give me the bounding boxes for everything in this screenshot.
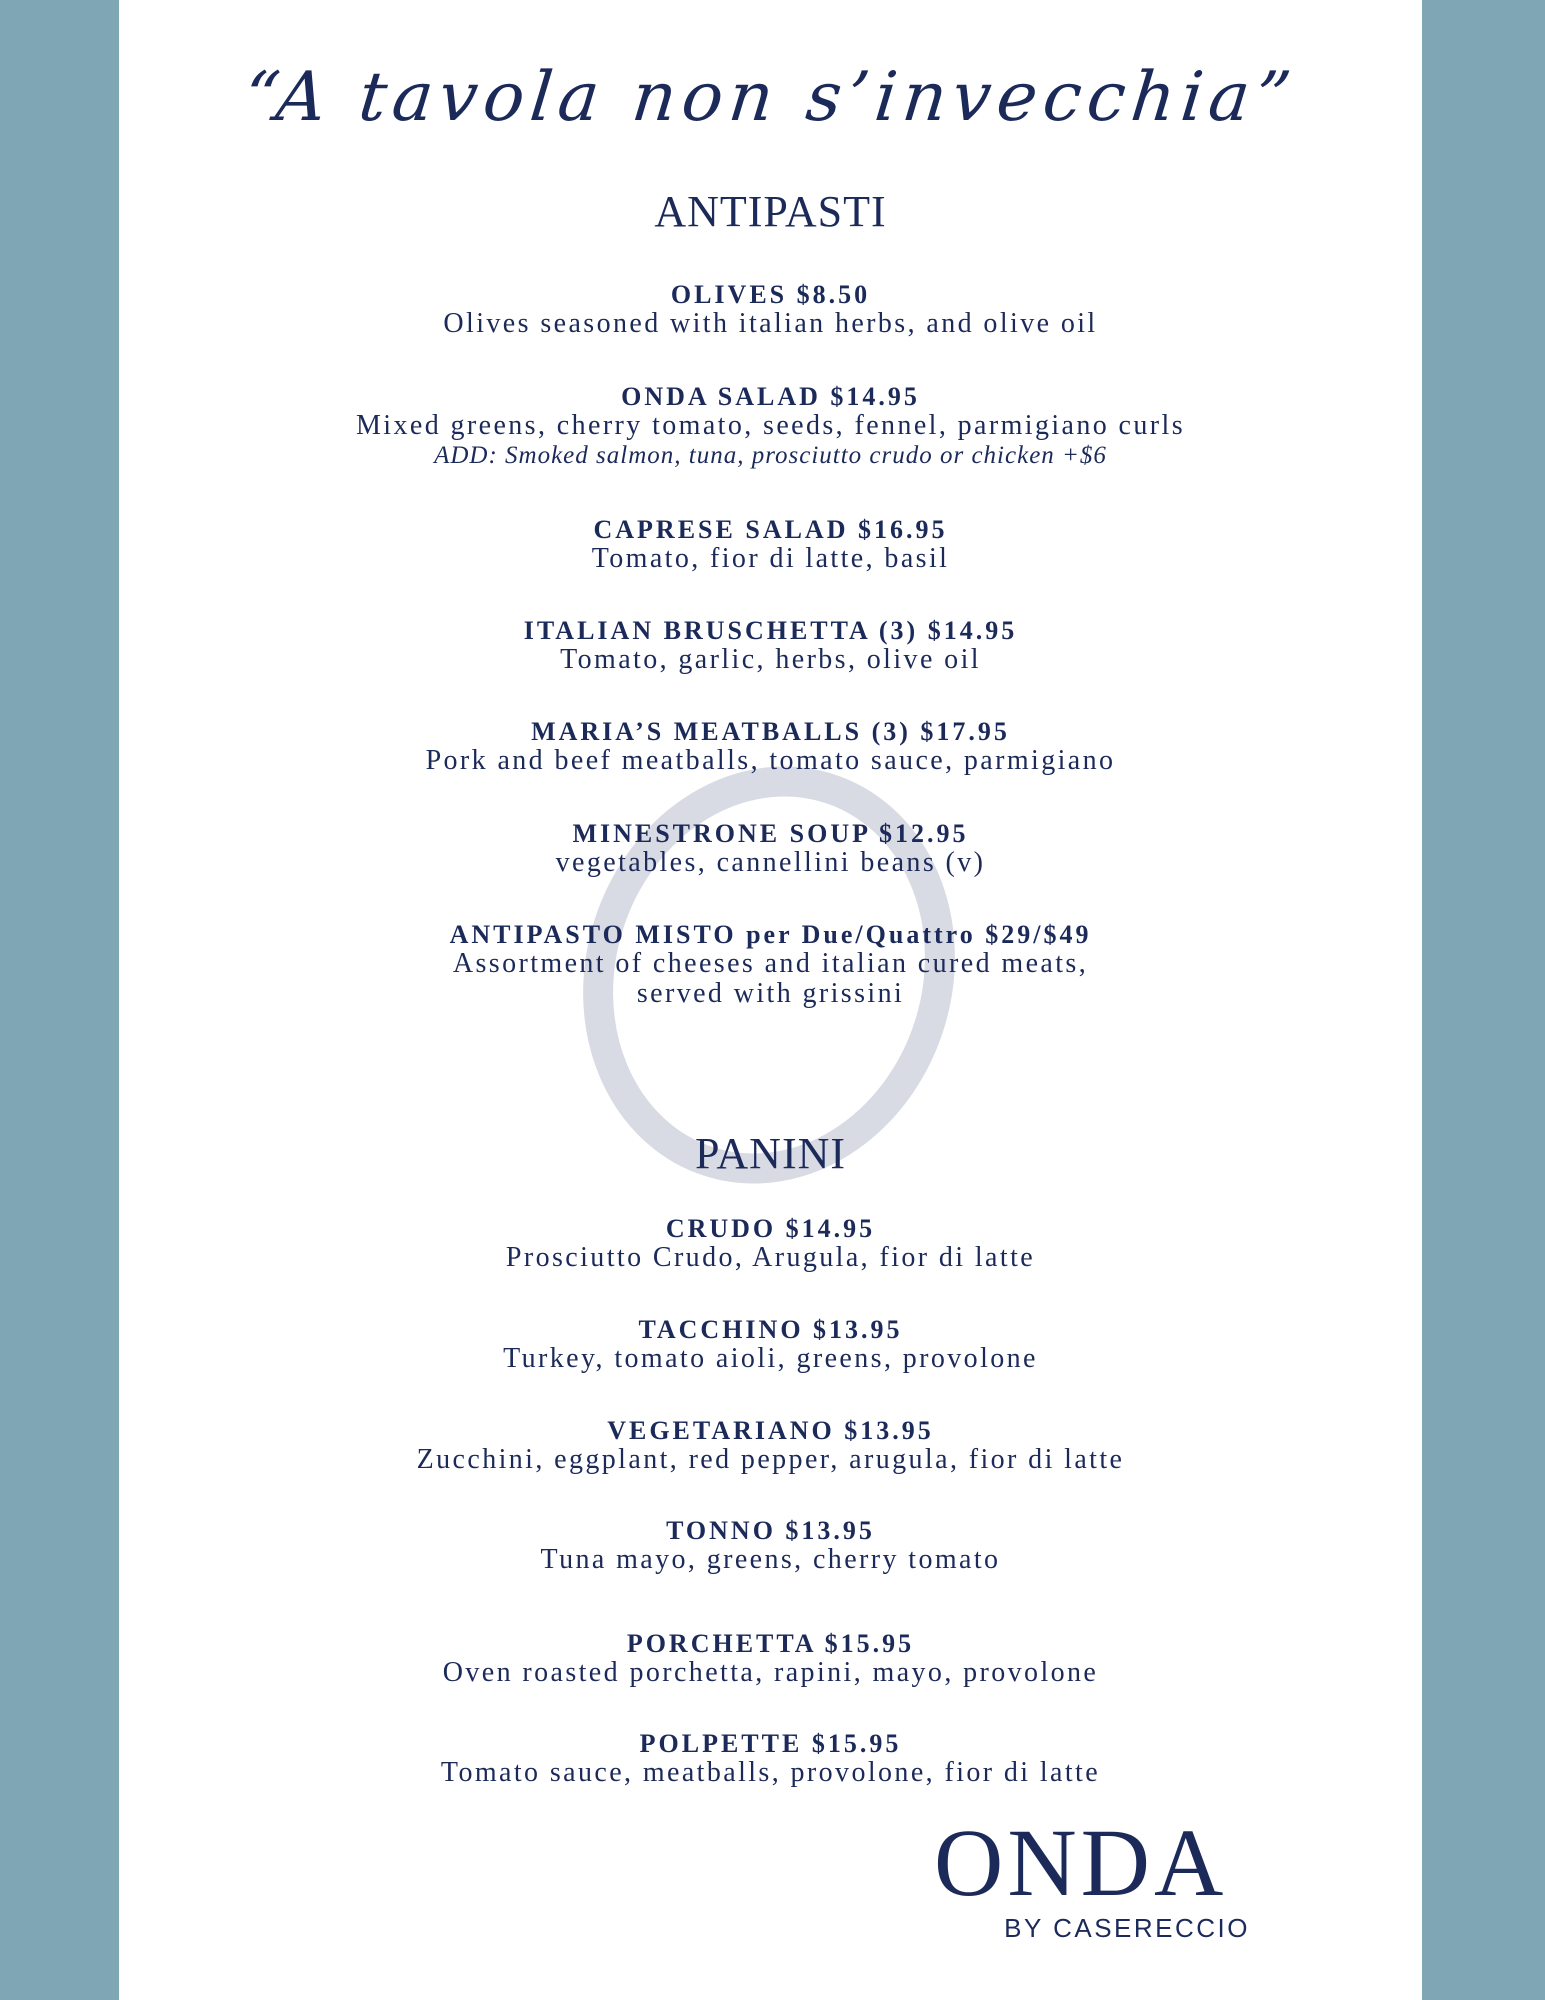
item-description: Assortment of cheeses and italian cured meats, (452, 948, 1089, 979)
menu-item-italian-bruschetta (119, 616, 1422, 675)
item-description: Mixed greens, cherry tomato, seeds, fennel, parmigiano curls (355, 410, 1185, 441)
section-title-antipasti: ANTIPASTI (654, 187, 887, 236)
item-add-on: ADD: Smoked salmon, tuna, prosciutto crudo or chicken +$6 (434, 442, 1107, 469)
menu-item-marias-meatballs (119, 717, 1422, 776)
item-name: CAPRESE SALAD $16.95 (593, 515, 948, 544)
item-name: POLPETTE $15.95 (639, 1729, 902, 1758)
item-description: Zucchini, eggplant, red pepper, arugula, fior di latte (416, 1444, 1125, 1475)
item-description-line-2: served with grissini (636, 978, 905, 1009)
item-description: Olives seasoned with italian herbs, and olive oil (443, 308, 1098, 339)
item-name: ANTIPASTO MISTO per Due/Quattro $29/$49 (449, 920, 1092, 949)
logo-subtitle: BY CASERECCIO (1004, 1913, 1250, 1943)
item-name: TONNO $13.95 (666, 1516, 875, 1545)
item-description: Oven roasted porchetta, rapini, mayo, provolone (442, 1657, 1099, 1688)
menu-item-polpette (119, 1729, 1422, 1788)
menu-item-antipasto-misto (119, 920, 1422, 1009)
menu-item-porchetta (119, 1629, 1422, 1688)
item-name: PORCHETTA $15.95 (626, 1629, 915, 1658)
menu-item-caprese-salad (119, 515, 1422, 574)
menu-item-crudo (119, 1214, 1422, 1273)
onda-logo (934, 1809, 1354, 1944)
item-name: MINESTRONE SOUP $12.95 (572, 819, 969, 848)
item-name: MARIA’S MEATBALLS (3) $17.95 (531, 717, 1010, 746)
item-name: ITALIAN BRUSCHETTA (3) $14.95 (523, 616, 1018, 645)
item-name: ONDA SALAD $14.95 (621, 382, 920, 411)
item-description: Tuna mayo, greens, cherry tomato (540, 1544, 1001, 1575)
menu-item-vegetariano (119, 1416, 1422, 1475)
item-name: CRUDO $14.95 (665, 1214, 876, 1243)
item-description: Prosciutto Crudo, Arugula, fior di latte (505, 1242, 1036, 1273)
logo-wordmark: ONDA (934, 1809, 1228, 1916)
menu-item-tonno (119, 1516, 1422, 1575)
item-description: Tomato sauce, meatballs, provolone, fior di latte (440, 1757, 1101, 1788)
item-name: VEGETARIANO $13.95 (607, 1416, 934, 1445)
menu-item-minestrone-soup (119, 819, 1422, 878)
item-name: OLIVES $8.50 (670, 280, 871, 309)
section-title-panini: PANINI (694, 1129, 847, 1178)
tagline: “A tavola non s’invecchia” (240, 58, 1301, 137)
item-description: Pork and beef meatballs, tomato sauce, parmigiano (425, 745, 1116, 776)
menu-item-tacchino (119, 1315, 1422, 1374)
item-description: Tomato, fior di latte, basil (591, 543, 950, 574)
item-description: vegetables, cannellini beans (v) (555, 847, 986, 878)
item-description: Tomato, garlic, herbs, olive oil (560, 644, 981, 675)
item-name: TACCHINO $13.95 (638, 1315, 903, 1344)
menu-item-onda-salad (119, 382, 1422, 471)
menu-item-olives (119, 280, 1422, 339)
item-description: Turkey, tomato aioli, greens, provolone (503, 1343, 1038, 1374)
menu-page (119, 0, 1422, 2000)
